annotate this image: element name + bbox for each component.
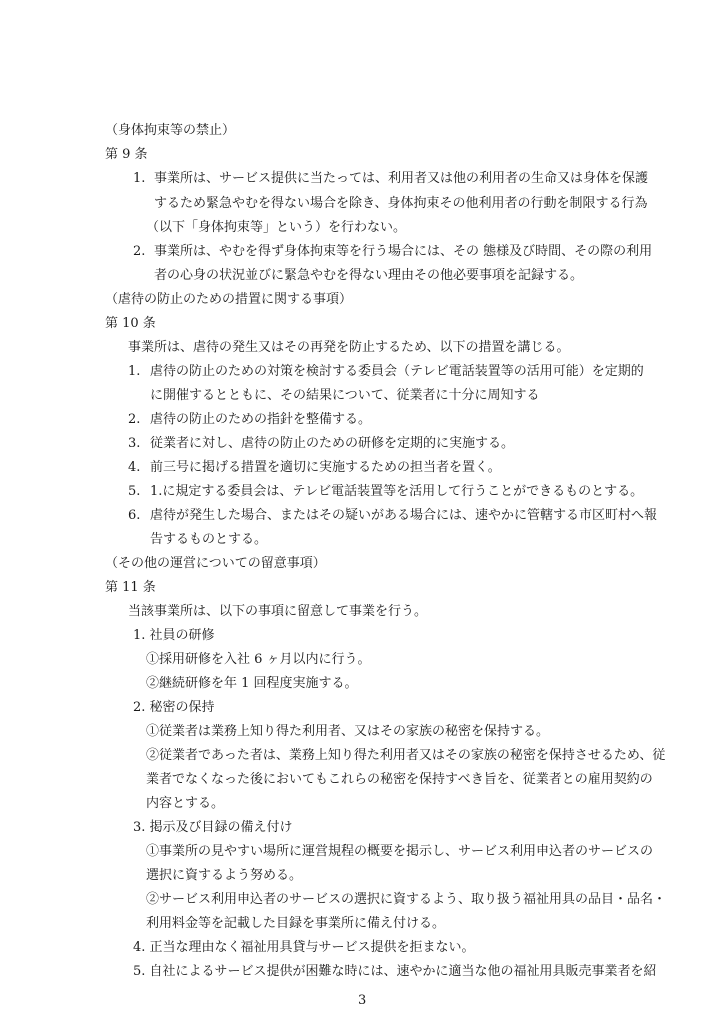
item-text: 告するものとする。 xyxy=(150,532,268,547)
subsection-text: 2. 秘密の保持 xyxy=(133,700,215,715)
item-number: 2. xyxy=(133,244,146,259)
list-item xyxy=(0,433,724,455)
page-number: 3 xyxy=(358,993,367,1008)
heading-text: （その他の運営についての留意事項） xyxy=(105,556,326,571)
subsection-text: 4. 正当な理由なく福祉用具貸与サービス提供を拒まない。 xyxy=(133,940,475,955)
list-item-continuation xyxy=(0,793,724,815)
list-item-continuation xyxy=(0,769,724,791)
subsection-title xyxy=(0,817,724,839)
item-text: ②継続研修を年 1 回程度実施する。 xyxy=(146,676,358,691)
item-text: 事業所は、サービス提供に当たっては、利用者又は他の利用者の生命又は身体を保護 xyxy=(154,171,649,186)
list-item-continuation xyxy=(0,193,724,215)
item-text: するため緊急やむを得ない場合を除き、身体拘束その他利用者の行動を制限する行為 xyxy=(154,196,648,211)
subsection-title xyxy=(0,697,724,719)
list-item xyxy=(0,481,724,503)
item-text: 前三号に掲げる措置を適切に実施するための担当者を置く。 xyxy=(150,460,501,475)
intro-text: 当該事業所は、以下の事項に留意して事業を行う。 xyxy=(128,604,428,619)
list-item xyxy=(0,168,724,190)
list-item-continuation xyxy=(0,217,724,239)
item-text: 者の心身の状況並びに緊急やむを得ない理由その他必要事項を記録する。 xyxy=(154,268,584,283)
list-item xyxy=(0,361,724,383)
item-number: 6. xyxy=(128,508,141,523)
item-text: 事業所は、やむを得ず身体拘束等を行う場合には、その 態様及び時間、その際の利用 xyxy=(154,244,653,259)
article-label: 第 9 条 xyxy=(105,147,148,162)
item-text: に開催するとともに、その結果について、従業者に十分に周知する xyxy=(150,388,540,403)
section-heading xyxy=(0,553,724,575)
item-text: 虐待の防止のための対策を検討する委員会（テレビ電話装置等の活用可能）を定期的 xyxy=(150,364,644,379)
article-number xyxy=(0,313,724,335)
heading-text: （虐待の防止のための措置に関する事項） xyxy=(105,292,353,307)
article-label: 第 11 条 xyxy=(105,580,156,595)
list-item-continuation xyxy=(0,265,724,287)
item-text: 虐待の防止のための指針を整備する。 xyxy=(150,412,372,427)
list-item-continuation xyxy=(0,385,724,407)
item-text: 業者でなくなった後においてもこれらの秘密を保持すべき旨を、従業者との雇用契約の xyxy=(146,772,653,787)
item-number: 4. xyxy=(128,460,141,475)
item-text: 従業者に対し、虐待の防止のための研修を定期的に実施する。 xyxy=(150,436,515,451)
item-text: 内容とする。 xyxy=(146,796,225,811)
article-number xyxy=(0,577,724,599)
item-number: 3. xyxy=(128,436,141,451)
section-heading xyxy=(0,289,724,311)
subsection-text: 5. 自社によるサービス提供が困難な時には、速やかに適当な他の福祉用具販売事業者を紹 xyxy=(133,964,657,979)
item-text: 虐待が発生した場合、またはその疑いがある場合には、速やかに管轄する市区町村へ報 xyxy=(150,508,658,523)
subsection-title xyxy=(0,937,724,959)
item-number: 2. xyxy=(128,412,141,427)
heading-text: （身体拘束等の禁止） xyxy=(105,123,236,138)
item-text: 1.に規定する委員会は、テレビ電話装置等を活用して行うことができるものとする。 xyxy=(150,484,644,499)
page-footer xyxy=(0,990,724,1012)
subsection-text: 3. 掲示及び目録の備え付け xyxy=(133,820,293,835)
article-intro xyxy=(0,337,724,359)
item-text: 選択に資するよう努める。 xyxy=(146,868,303,883)
item-text: ②従業者であった者は、業務上知り得た利用者又はその家族の秘密を保持させるため、従 xyxy=(146,748,666,763)
list-item xyxy=(0,241,724,263)
subsection-text: 1. 社員の研修 xyxy=(133,628,215,643)
list-item-continuation xyxy=(0,865,724,887)
item-number: 5. xyxy=(128,484,141,499)
list-item xyxy=(0,889,724,911)
item-text: 利用料金等を記載した目録を事業所に備え付ける。 xyxy=(146,916,446,931)
list-item-continuation xyxy=(0,529,724,551)
list-item xyxy=(0,505,724,527)
item-number: 1. xyxy=(133,171,146,186)
item-text: ②サービス利用申込者のサービスの選択に資するよう、取り扱う福祉用具の品目・品名・ xyxy=(146,892,667,907)
list-item xyxy=(0,745,724,767)
subsection-title xyxy=(0,625,724,647)
article-intro xyxy=(0,601,724,623)
item-number: 1. xyxy=(128,364,141,379)
list-item xyxy=(0,649,724,671)
item-text: （以下「身体拘束等」という）を行わない。 xyxy=(146,220,407,235)
article-number xyxy=(0,144,724,166)
article-label: 第 10 条 xyxy=(105,316,156,331)
section-heading xyxy=(0,120,724,142)
list-item xyxy=(0,673,724,695)
list-item xyxy=(0,721,724,743)
list-item xyxy=(0,409,724,431)
subsection-title xyxy=(0,961,724,983)
item-text: ①事業所の見やすい場所に運営規程の概要を掲示し、サービス利用申込者のサービスの xyxy=(146,844,654,859)
item-text: ①従業者は業務上知り得た利用者、又はその家族の秘密を保持する。 xyxy=(146,724,550,739)
intro-text: 事業所は、虐待の発生又はその再発を防止するため、以下の措置を講じる。 xyxy=(128,340,570,355)
list-item-continuation xyxy=(0,913,724,935)
item-text: ①採用研修を入社 6 ヶ月以内に行う。 xyxy=(146,652,371,667)
list-item xyxy=(0,841,724,863)
list-item xyxy=(0,457,724,479)
